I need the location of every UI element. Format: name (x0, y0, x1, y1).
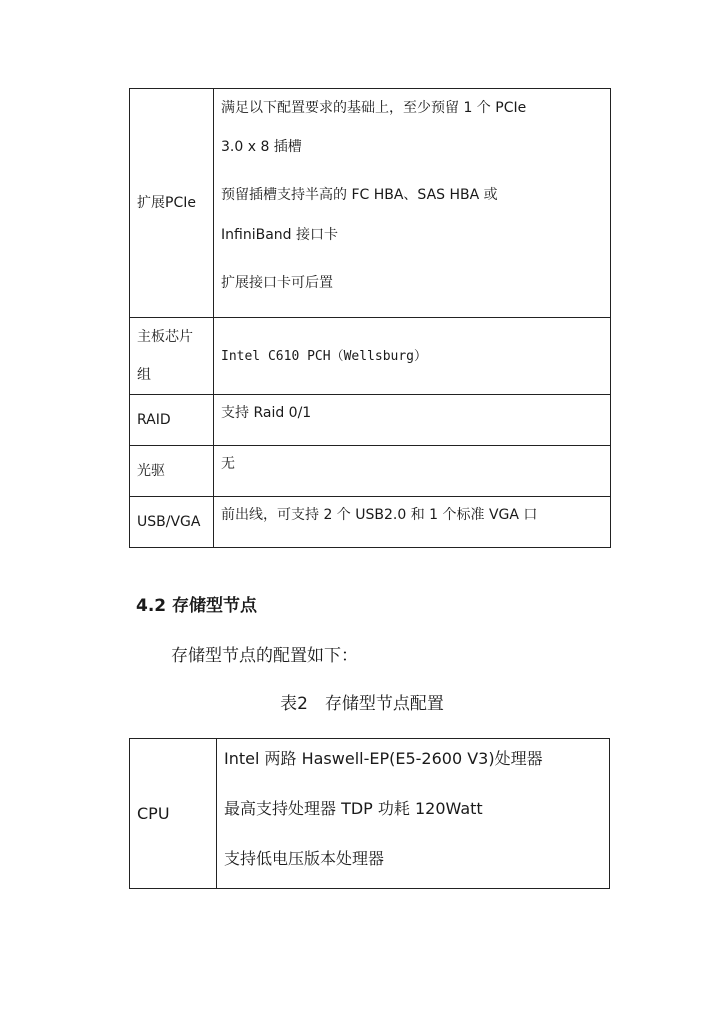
table-row (130, 318, 611, 395)
table-row (130, 395, 611, 446)
row-value: 前出线，可支持 2 个 USB2.0 和 1 个标准 VGA 口 (214, 497, 611, 548)
row-value (214, 89, 611, 318)
row-label: 主板芯片 组 (130, 318, 214, 395)
table-row (130, 497, 611, 548)
cell-line: Intel 两路 Haswell-EP(E5-2600 V3)处理器 (224, 748, 543, 768)
row-label: 光驱 (130, 446, 214, 497)
row-value: Intel C610 PCH（Wellsburg） (214, 318, 611, 395)
cell-line: 预留插槽支持半高的 FC HBA、SAS HBA 或 (221, 187, 498, 203)
cell-line: 3.0 x 8 插槽 (221, 139, 302, 155)
cell-line: InfiniBand 接口卡 (221, 227, 338, 243)
cell-line: 满足以下配置要求的基础上，至少预留 1 个 PCIe (221, 100, 527, 116)
row-value (217, 739, 610, 889)
body-paragraph: 存储型节点的配置如下： (171, 646, 358, 666)
table-caption: 表2 存储型节点配置 (280, 694, 444, 714)
server-spec-table (129, 88, 611, 548)
table-row (130, 89, 611, 318)
cell-line: 最高支持处理器 TDP 功耗 120Watt (224, 798, 483, 818)
storage-node-table (129, 738, 610, 889)
row-label: CPU (130, 739, 217, 889)
cell-line: 支持低电压版本处理器 (224, 848, 385, 868)
row-label: RAID (130, 395, 214, 446)
cell-line: 扩展接口卡可后置 (221, 275, 333, 291)
section-heading: 4.2 存储型节点 (136, 596, 258, 616)
row-label: 扩展PCIe (130, 89, 214, 318)
table-row (130, 446, 611, 497)
table-row (130, 739, 610, 889)
row-value: 无 (214, 446, 611, 497)
row-value: 支持 Raid 0/1 (214, 395, 611, 446)
row-label: USB/VGA (130, 497, 214, 548)
